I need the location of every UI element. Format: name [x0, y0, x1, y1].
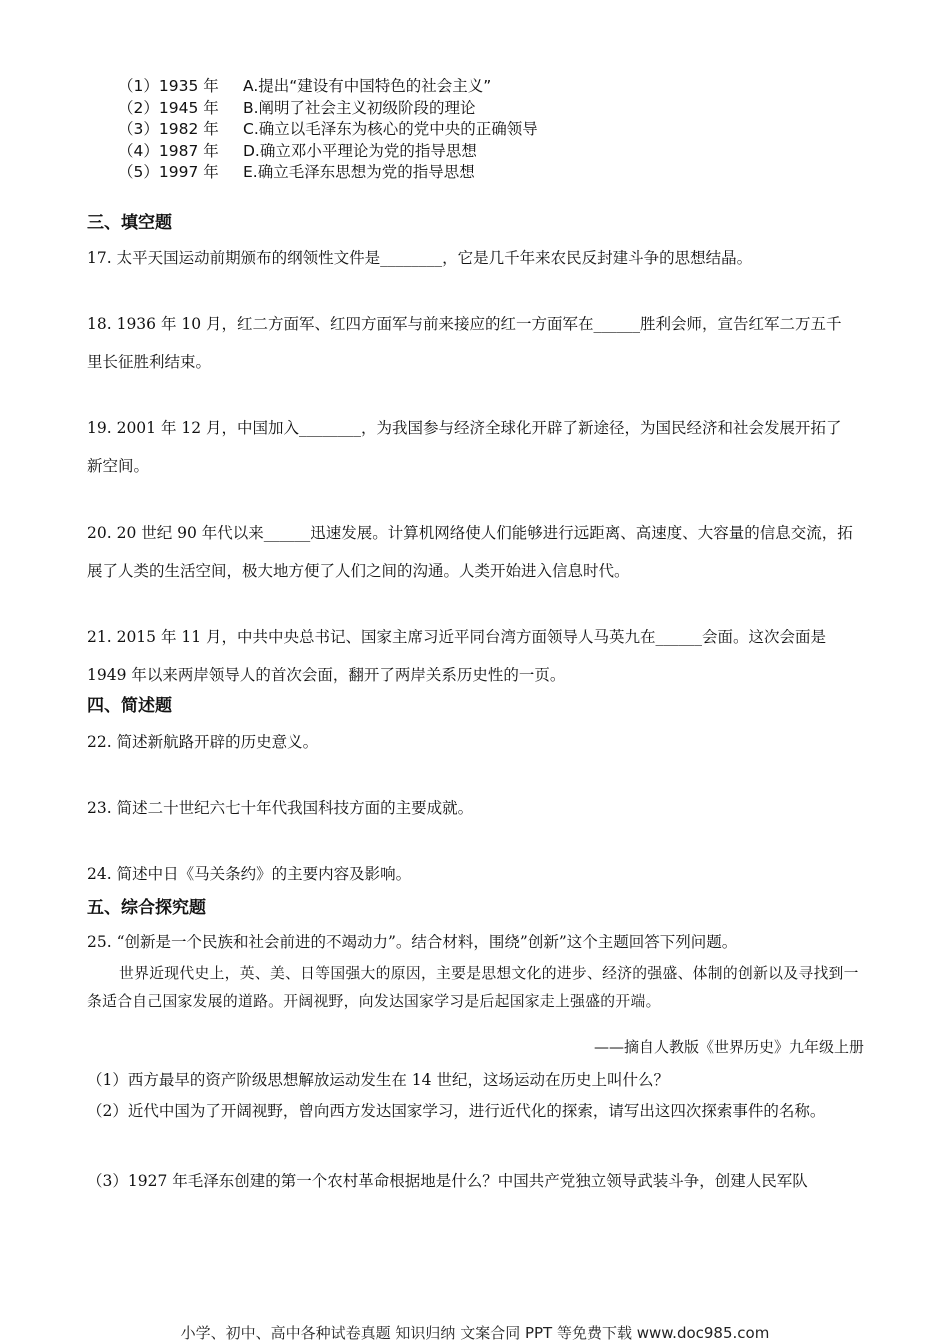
matching-desc: D.确立邓小平理论为党的指导思想: [243, 141, 477, 160]
section-title-fill-blank: 三、填空题: [87, 213, 172, 233]
matching-row: [118, 162, 818, 184]
question-18: 18. 1936 年 10 月，红二方面军、红四方面军与前来接应的红一方面军在______胜利会师，宣告红军二万五千里长征胜利结束。: [87, 315, 842, 371]
question-22: 22. 简述新航路开辟的历史意义。: [87, 733, 319, 751]
matching-desc: A.提出“建设有中国特色的社会主义”: [243, 77, 492, 95]
question-19: 19. 2001 年 12 月，中国加入________，为我国参与经济全球化开辟了新途径，为国民经济和社会发展开拓了新空间。: [87, 419, 842, 475]
question-20: 20. 20 世纪 90 年代以来______迅速发展。计算机网络使人们能够进行远距离、高速度、大容量的信息交流，拓展了人类的生活空间，极大地方便了人们之间的沟通。人类开始进入信息时代。: [87, 524, 853, 580]
question-25: 25. “创新是一个民族和社会前进的不竭动力”。结合材料，围绕”创新”这个主题回答下列问题。: [87, 933, 738, 951]
matching-row: [118, 76, 818, 98]
question-23: 23. 简述二十世纪六七十年代我国科技方面的主要成就。: [87, 799, 474, 817]
page-footer: 小学、初中、高中各种试卷真题 知识归纳 文案合同 PPT 等免费下载 www.doc985.com: [180, 1324, 770, 1342]
material-passage: 世界近现代史上，英、美、日等国强大的原因，主要是思想文化的进步、经济的强盛、体制的创新以及寻找到一条适合自己国家发展的道路。开阔视野，向发达国家学习是后起国家走上强盛的开端。: [87, 965, 859, 1010]
matching-row: [118, 98, 818, 120]
matching-desc: B.阐明了社会主义初级阶段的理论: [243, 98, 476, 117]
sub-question-3: （3）1927 年毛泽东创建的第一个农村革命根据地是什么？中国共产党独立领导武装斗争，创建人民军队: [87, 1172, 808, 1190]
matching-year: （5）1997 年: [118, 163, 219, 181]
question-21: 21. 2015 年 11 月，中共中央总书记、国家主席习近平同台湾方面领导人马英九在______会面。这次会面是 1949 年以来两岸领导人的首次会面，翻开了两岸关系历史性的一页。: [87, 628, 827, 684]
question-24: 24. 简述中日《马关条约》的主要内容及影响。: [87, 865, 412, 883]
matching-row: [118, 119, 818, 141]
section-title-comprehensive: 五、综合探究题: [87, 898, 206, 918]
matching-year: （2）1945 年: [118, 98, 219, 117]
sub-question-2: （2）近代中国为了开阔视野，曾向西方发达国家学习，进行近代化的探索，请写出这四次探索事件的名称。: [87, 1102, 826, 1120]
sub-question-1: （1）西方最早的资产阶级思想解放运动发生在 14 世纪，这场运动在历史上叫什么？: [87, 1071, 669, 1089]
material-source: ——摘自人教版《世界历史》九年级上册: [593, 1038, 864, 1056]
matching-desc: E.确立毛泽东思想为党的指导思想: [243, 163, 475, 181]
question-17: 17. 太平天国运动前期颁布的纲领性文件是________，它是几千年来农民反封建斗争的思想结晶。: [87, 249, 753, 267]
matching-desc: C.确立以毛泽东为核心的党中央的正确领导: [243, 120, 538, 138]
matching-year: （3）1982 年: [118, 120, 219, 138]
matching-row: [118, 141, 818, 163]
matching-list: [118, 76, 818, 184]
matching-year: （1）1935 年: [118, 77, 219, 95]
section-title-short-answer: 四、简述题: [87, 696, 172, 716]
matching-year: （4）1987 年: [118, 141, 219, 160]
